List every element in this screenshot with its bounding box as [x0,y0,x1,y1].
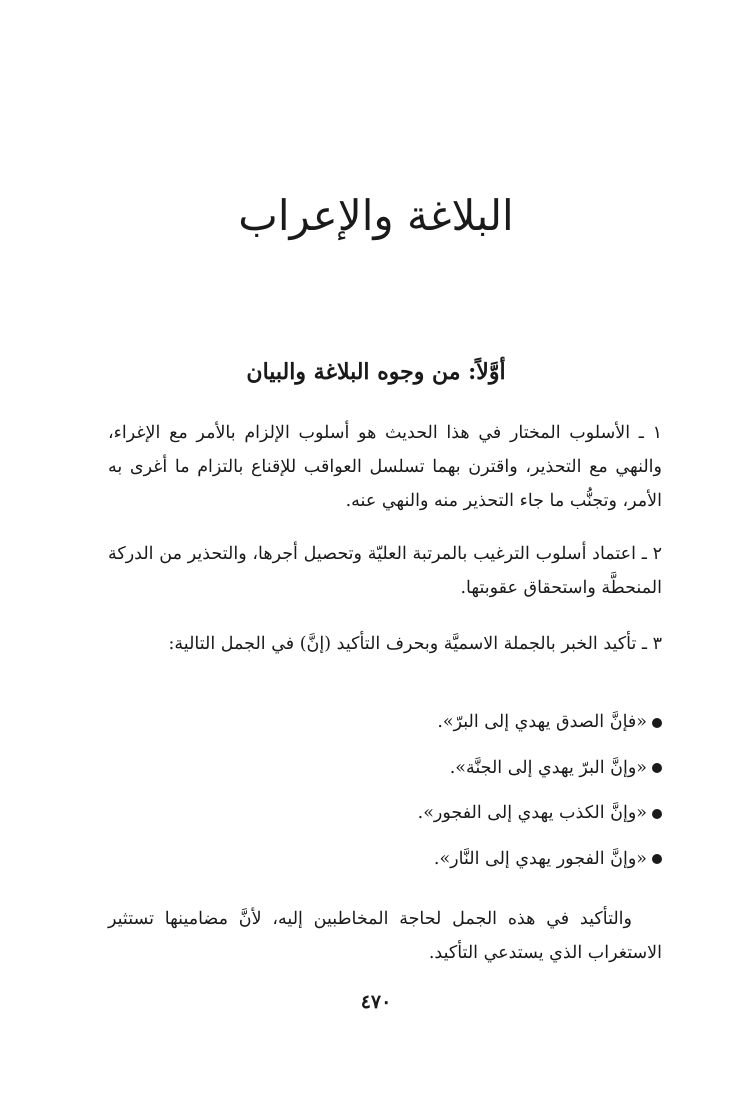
bullet-icon [652,854,662,864]
list-item [362,746,662,792]
list-item [362,791,662,837]
bullet-list [362,700,662,882]
paragraph-2: ٢ ـ اعتماد أسلوب الترغيب بالمرتبة العليّة وتحصيل أجرها، والتحذير من الدركة المنحطَّة واستحقاق عقوبتها. [108,544,662,598]
bullet-text: «وإنَّ الفجور يهدي إلى النَّار». [433,848,647,869]
bullet-text: «وإنَّ البرّ يهدي إلى الجنَّة». [449,757,647,778]
list-item [362,837,662,883]
bullet-text: «وإنَّ الكذب يهدي إلى الفجور». [417,803,647,824]
paragraph-3: ٣ ـ تأكيد الخبر بالجملة الاسميَّة وبحرف التأكيد (إنَّ) في الجمل التالية: [168,634,662,654]
bullet-icon [652,763,662,773]
chapter-title: البلاغة والإعراب [238,191,514,240]
bullet-icon [652,718,662,728]
bullet-icon [652,809,662,819]
paragraph-1: ١ ـ الأسلوب المختار في هذا الحديث هو أسلوب الإلزام بالأمر مع الإغراء، والنهي مع التحذير، واقترن بهما تسلسل العواقب للإقناع بالتزام ما أغرى به الأمر، وتجنُّب ما جاء التحذير منه والنهي عنه. [108,423,662,511]
section-title: أوَّلاً: من وجوه البلاغة والبيان [246,359,506,385]
bullet-text: «فإنَّ الصدق يهدي إلى البرّ». [437,712,647,732]
closing-paragraph: والتأكيد في هذه الجمل لحاجة المخاطبين إليه، لأنَّ مضامينها تستثير الاستغراب الذي يستدعي التأكيد. [108,909,662,963]
list-item [362,700,662,746]
page-number: ٤٧٠ [360,991,392,1013]
